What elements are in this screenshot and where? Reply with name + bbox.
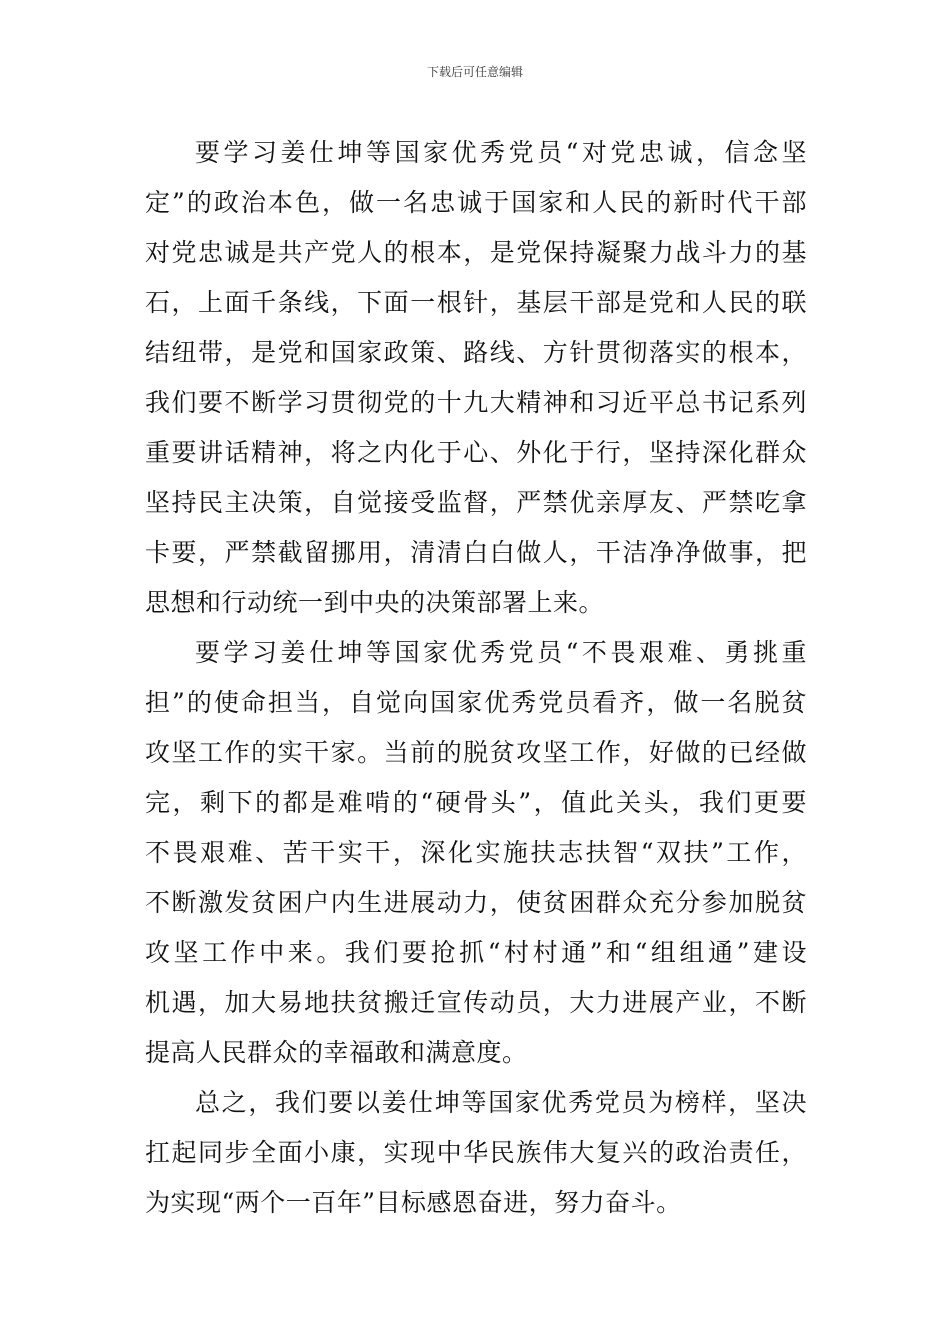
text-line: 攻坚工作的实干家。当前的脱贫攻坚工作，好做的已经做	[145, 738, 807, 767]
text-line: 思想和行动统一到中央的决策部署上来。	[145, 588, 605, 617]
text-line: 完，剩下的都是难啃的“硬骨头”，值此关头，我们更要	[145, 788, 807, 817]
text-line: 提高人民群众的幸福敢和满意度。	[145, 1038, 528, 1067]
text-line: 不畏艰难、苦干实干，深化实施扶志扶智“双扶”工作，	[145, 838, 807, 867]
text-line: 总之，我们要以姜仕坤等国家优秀党员为榜样，坚决	[195, 1088, 807, 1117]
text-line: 为实现“两个一百年”目标感恩奋进，努力奋斗。	[145, 1188, 682, 1217]
page-header: 下载后可任意编辑	[426, 65, 523, 79]
paragraph-1	[145, 128, 807, 628]
text-line: 定”的政治本色，做一名忠诚于国家和人民的新时代干部	[145, 188, 807, 217]
text-line: 担”的使命担当，自觉向国家优秀党员看齐，做一名脱贫	[145, 688, 807, 717]
text-line: 卡要，严禁截留挪用，清清白白做人，干洁净净做事，把	[145, 538, 807, 567]
text-line: 不断激发贫困户内生进展动力，使贫困群众充分参加脱贫	[145, 888, 807, 917]
text-line: 石，上面千条线，下面一根针，基层干部是党和人民的联	[145, 288, 807, 317]
text-line: 结纽带，是党和国家政策、路线、方针贯彻落实的根本，	[145, 338, 807, 367]
text-line: 机遇，加大易地扶贫搬迁宣传动员，大力进展产业，不断	[145, 988, 807, 1017]
paragraph-2	[145, 628, 807, 1078]
text-line: 对党忠诚是共产党人的根本，是党保持凝聚力战斗力的基	[145, 238, 807, 267]
text-line: 要学习姜仕坤等国家优秀党员“不畏艰难、勇挑重	[195, 638, 807, 667]
text-line: 攻坚工作中来。我们要抢抓“村村通”和“组组通”建设	[145, 938, 807, 967]
text-line: 要学习姜仕坤等国家优秀党员“对党忠诚，信念坚	[195, 138, 807, 167]
text-line: 重要讲话精神，将之内化于心、外化于行，坚持深化群众	[145, 438, 807, 467]
text-line: 坚持民主决策，自觉接受监督，严禁优亲厚友、严禁吃拿	[145, 488, 807, 517]
text-line: 我们要不断学习贯彻党的十九大精神和习近平总书记系列	[145, 388, 807, 417]
document-body	[145, 128, 807, 1228]
paragraph-3	[145, 1078, 807, 1228]
text-line: 扛起同步全面小康，实现中华民族伟大复兴的政治责任，	[145, 1138, 807, 1167]
